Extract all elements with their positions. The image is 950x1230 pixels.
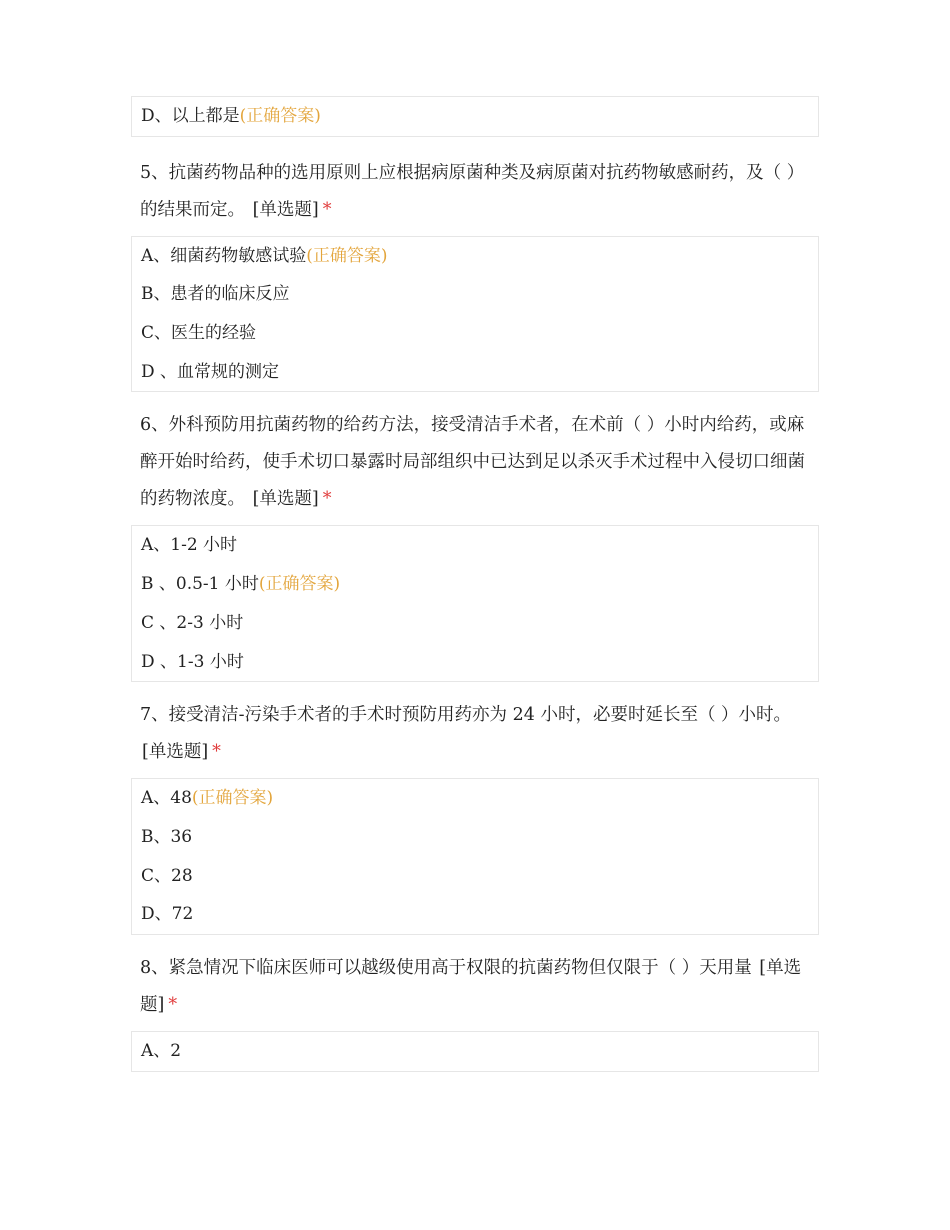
q5-title [131, 137, 819, 236]
q5-option-c [141, 314, 818, 353]
question-text: 7、接受清洁-污染手术者的手术时预防用药亦为 24 小时，必要时延长至（ ）小时。 [140, 705, 792, 726]
option-label: A、2 [141, 1040, 182, 1061]
required-marker: * [212, 742, 221, 763]
required-marker: * [322, 489, 332, 510]
question-type: [单选题] [140, 957, 802, 1015]
option-label: D 、1-3 小时 [141, 651, 244, 672]
option-label: B、36 [141, 826, 193, 847]
q7-option-a [141, 779, 818, 818]
q6-title [131, 392, 819, 525]
option-label: A、1-2 小时 [141, 535, 238, 556]
survey-page [131, 96, 819, 1072]
q5-option-d [141, 353, 818, 392]
q5-option-b [141, 275, 818, 314]
correct-answer-tag: (正确答案) [191, 788, 274, 809]
option-label: C、医生的经验 [141, 323, 257, 344]
q5-options [131, 236, 819, 393]
option-label: C、28 [141, 865, 193, 886]
q6-options [131, 525, 819, 682]
q8-title [131, 935, 819, 1031]
q6-option-b [141, 565, 818, 604]
q7-option-d [141, 895, 818, 934]
question-type: [单选题] [252, 199, 319, 220]
option-label: D、72 [141, 904, 194, 925]
question-text: 8、紧急情况下临床医师可以越级使用高于权限的抗菌药物但仅限于（ ）天用量 [140, 957, 752, 978]
correct-answer-tag: (正确答案) [306, 245, 388, 266]
correct-answer-tag: (正确答案) [258, 574, 341, 595]
option-label: B、患者的临床反应 [141, 284, 290, 305]
question-type: [单选题] [252, 489, 319, 510]
q8-option-a [141, 1032, 818, 1071]
correct-answer-tag: (正确答案) [239, 106, 321, 126]
q7-options [131, 778, 819, 935]
q7-title [131, 682, 819, 778]
q4-options [131, 96, 819, 137]
required-marker: * [168, 994, 178, 1015]
q6-option-d [141, 643, 818, 682]
option-label: C 、2-3 小时 [141, 612, 244, 633]
option-label: D 、血常规的测定 [141, 361, 280, 382]
q5-option-a [141, 237, 818, 276]
q8-options [131, 1031, 819, 1072]
question-text: 5、抗菌药物品种的选用原则上应根据病原菌种类及病原菌对抗药物敏感耐药，及（ ）的结果而定。 [140, 162, 805, 220]
option-label: A、48 [141, 788, 192, 809]
q7-option-b [141, 818, 818, 857]
required-marker: * [322, 199, 332, 220]
question-text: 6、外科预防用抗菌药物的给药方法，接受清洁手术者，在术前（ ）小时内给药，或麻醉开始时给药，使手术切口暴露时局部组织中已达到足以杀灭手术过程中入侵切口细菌的药物浓度。 [140, 415, 805, 510]
q6-option-c [141, 604, 818, 643]
option-label: D、以上都是 [141, 106, 240, 126]
q6-option-a [141, 526, 818, 565]
q4-option-d [141, 97, 818, 136]
q7-option-c [141, 857, 818, 896]
question-type: [单选题] [142, 742, 209, 763]
option-label: A、细菌药物敏感试验 [141, 245, 307, 266]
option-label: B 、0.5-1 小时 [141, 574, 259, 595]
